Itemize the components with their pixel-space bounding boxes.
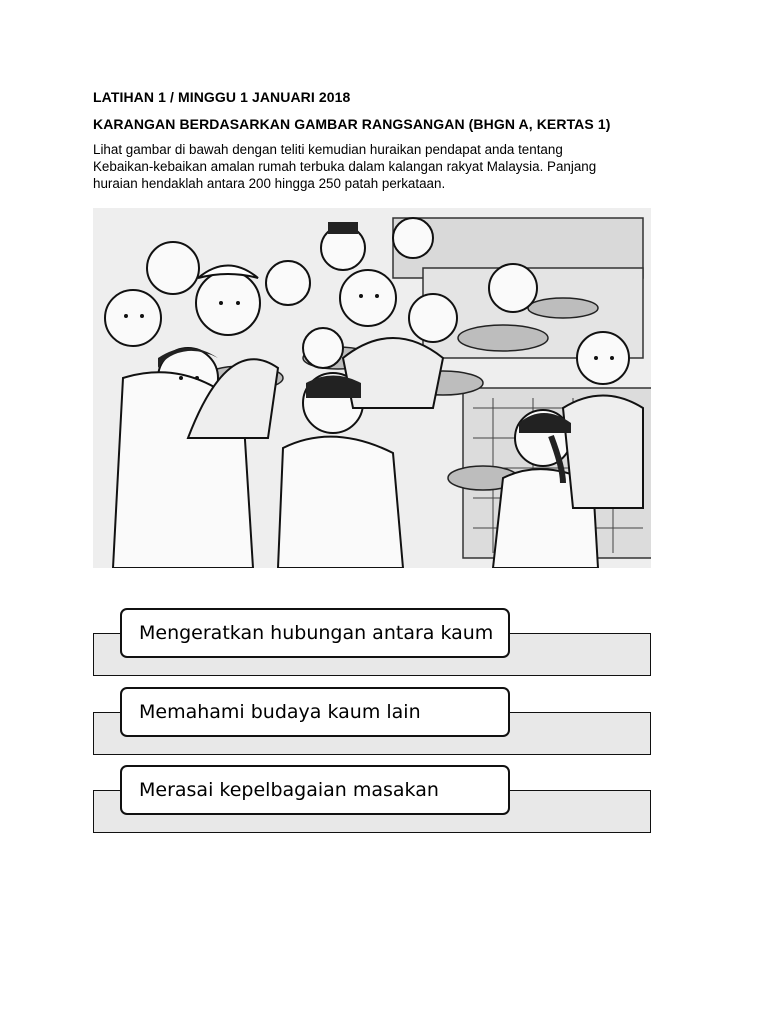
point-card: Mengeratkan hubungan antara kaum (120, 608, 510, 658)
point-row-1 (93, 608, 651, 686)
point-row-3 (93, 765, 651, 843)
crowd-drawing (93, 208, 651, 568)
instruction-line: Kebaikan-kebaikan amalan rumah terbuka dalam kalangan rakyat Malaysia. Panjang (93, 159, 597, 174)
point-card: Merasai kepelbagaian masakan (120, 765, 510, 815)
instructions (93, 141, 693, 192)
instruction-line: Lihat gambar di bawah dengan teliti kemudian huraikan pendapat anda tentang (93, 142, 563, 157)
point-card: Memahami budaya kaum lain (120, 687, 510, 737)
instruction-line: huraian hendaklah antara 200 hingga 250 patah perkataan. (93, 176, 446, 191)
point-row-2 (93, 687, 651, 765)
open-house-illustration (93, 208, 651, 568)
worksheet-title: LATIHAN 1 / MINGGU 1 JANUARI 2018 (93, 89, 351, 105)
worksheet-subtitle: KARANGAN BERDASARKAN GAMBAR RANGSANGAN (BHGN A, KERTAS 1) (93, 116, 611, 132)
